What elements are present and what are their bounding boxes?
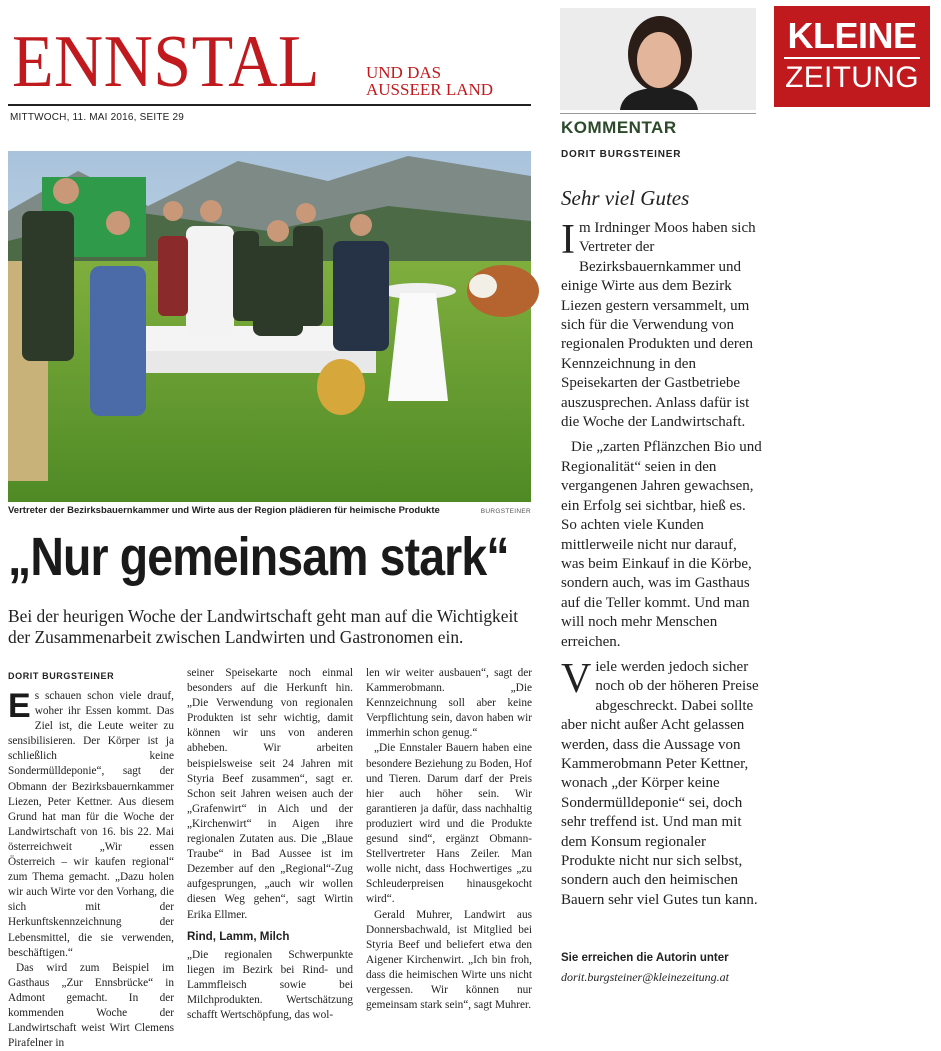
contact-label: Sie erreichen die Autorin unter bbox=[561, 952, 729, 964]
masthead-title: ENNSTAL bbox=[12, 21, 320, 103]
commentary-paragraph bbox=[561, 655, 763, 910]
paragraph-text: m Irdninger Moos haben sich Vertreter der Bezirksbauernkammer und einige Wirte aus dem Bezirk Liezen gestern versammelt, um sich für die Verwendung von regionalen Produkten und deren Kennzeichnung in den Speisekarten der Gastbetriebe auszusprechen. Anlass dafür ist die Woche der Landwirtschaft. bbox=[561, 220, 756, 431]
dropcap: E bbox=[8, 687, 31, 725]
paragraph: „Die Ennstaler Bauern haben eine besondere Beziehung zu Boden, Hof und Tieren. Darum darf der Preis hier auch höher sein. Wir garantieren ja dafür, dass nachhaltig produziert wird und die Produkte gesund sind“, ergänzt Obmann-Stellvertreter Hans Zeiler. Man wolle nicht, dass Hochwertiges „zu Schleuderpreisen hinausgekocht wird“. bbox=[366, 742, 532, 906]
commentary-title: Sehr viel Gutes bbox=[561, 186, 690, 210]
masthead-rule bbox=[8, 104, 531, 106]
masthead-subtitle-line2: AUSSEER LAND bbox=[366, 80, 494, 99]
article-column-2 bbox=[187, 666, 353, 1023]
commentary-paragraph: Die „zarten Pflänzchen Bio und Regionalität“ seien in den vergangenen Jahren gewachsen, ein Erfolg sei sichtbar, hieß es. So achten viele Kunden mittlerweile nicht nur darauf, was beim Einkauf in die Körbe, sondern auch, was im Gasthaus auf die Teller kommt. Und man will noch mehr Menschen erreichen. bbox=[561, 439, 762, 650]
paragraph: seiner Speisekarte noch einmal besonders auf die Herkunft hin. „Die Verwendung von regionalen Produkten ist sehr wichtig, damit können wir uns von anderen abheben. Wir arbeiten beispielsweise seit 24 Jahren mit Styria Beef zusammen“, sagt er. Schon seit Jahren weisen auch der „Grafenwirt“ in Aich und der „Kirchenwirt“ in Aigen ihre regionalen Zutaten aus. Die „Blaue Traube“ in Bad Aussee ist im Dezember auf den „Regional“-Zug aufgesprungen, „auch wir wollen diesen Weg gehen“, sagt Wirtin Erika Ellmer. bbox=[187, 667, 353, 921]
kleine-zeitung-logo bbox=[774, 6, 930, 107]
article-subheading: Rind, Lamm, Milch bbox=[187, 929, 290, 943]
author-portrait bbox=[560, 8, 756, 110]
commentary-rule bbox=[560, 113, 756, 114]
paragraph: Gerald Muhrer, Landwirt aus Donnersbachwald, ist Mitglied bei Styria Beef und beliefert etwa den Aigener Kirchenwirt. „Ich bin froh, dass die heimischen Wirte uns nicht vergessen. Wir können nur gemeinsam stark sein“, sagt Muhrer. bbox=[366, 908, 532, 1012]
paragraph-text: iele werden jedoch sicher noch ob der höheren Preise abgeschreckt. Dabei sollte aber nicht außer Acht gelassen werden, dass die Aussage von Kammerobmann Peter Kettner, wonach „der Körper keine Sondermülldeponie“ sei, doch sehr treffend ist. Und man mit dem Konsum regionaler Produkte nicht nur sich selbst, sondern auch den heimischen Bauern sehr viel Gutes tun kann. bbox=[561, 658, 759, 908]
dateline: MITTWOCH, 11. MAI 2016, SEITE 29 bbox=[10, 112, 185, 123]
paragraph bbox=[8, 689, 174, 961]
paragraph: „Die regionalen Schwerpunkte liegen im Bezirk bei Rind- und Lammfleisch sowie bei Milchprodukten. Wertschätzung schafft Wertschöpfung, das wol- bbox=[187, 948, 353, 1022]
masthead-subtitle bbox=[366, 64, 493, 98]
logo-line2: ZEITUNG bbox=[785, 61, 919, 94]
article-byline: DORIT BURGSTEINER bbox=[8, 671, 115, 681]
masthead bbox=[8, 20, 531, 106]
logo-divider bbox=[784, 57, 920, 59]
masthead-subtitle-line1: UND DAS bbox=[366, 63, 442, 82]
paragraph: Das wird zum Beispiel im Gasthaus „Zur Ennsbrücke“ in Admont gemacht. In der kommenden Woche der Landwirtschaft weist Wirt Clemens Pirafelner in bbox=[8, 961, 174, 1050]
article-headline: „Nur gemeinsam stark“ bbox=[8, 527, 509, 587]
author-email-link[interactable]: dorit.burgsteiner@kleinezeitung.at bbox=[561, 970, 729, 984]
article-photo bbox=[8, 151, 531, 502]
paragraph: len wir weiter ausbauen“, sagt der Kammerobmann. „Die Kennzeichnung soll aber keine Verpflichtung sein, davon haben wir immerhin schon genug.“ bbox=[366, 667, 532, 740]
dropcap: V bbox=[561, 655, 592, 702]
article-lead: Bei der heurigen Woche der Landwirtschaft geht man auf die Wichtigkeit der Zusammenarbeit zwischen Landwirten und Gastronomen ein. bbox=[8, 606, 519, 647]
article-column-1 bbox=[8, 689, 174, 1051]
paragraph-text: s schauen schon viele drauf, woher ihr Essen kommt. Das Ziel ist, die Leute weiter zu sensibilisieren. Der Körper ist ja schließlich keine Sondermülldeponie“, sagt der Obmann der Bezirksbauernkammer Liezen, Peter Kettner. Aus diesem Grund hat man für die Woche der Landwirtschaft von 16. bis 22. Mai österreichweit „Wir essen Österreich – wir kaufen regional“ zum Thema gemacht. „Dazu holen wir auch Wirte vor den Vorhang, die sich mit der Herkunftskennzeichnung der Lebensmittel, die sie verwenden, beschäftigen.“ bbox=[8, 690, 174, 959]
dropcap: I bbox=[561, 217, 575, 263]
logo-line1: KLEINE bbox=[787, 15, 917, 56]
commentary-body bbox=[561, 219, 763, 916]
commentary-paragraph bbox=[561, 219, 763, 432]
commentary-author: DORIT BURGSTEINER bbox=[561, 149, 682, 160]
photo-caption: Vertreter der Bezirksbauernkammer und Wirte aus der Region plädieren für heimische Produkte bbox=[8, 505, 440, 516]
photo-credit: BURGSTEINER bbox=[480, 508, 531, 515]
article-column-3 bbox=[366, 666, 532, 1013]
commentary-label: KOMMENTAR bbox=[561, 118, 677, 137]
